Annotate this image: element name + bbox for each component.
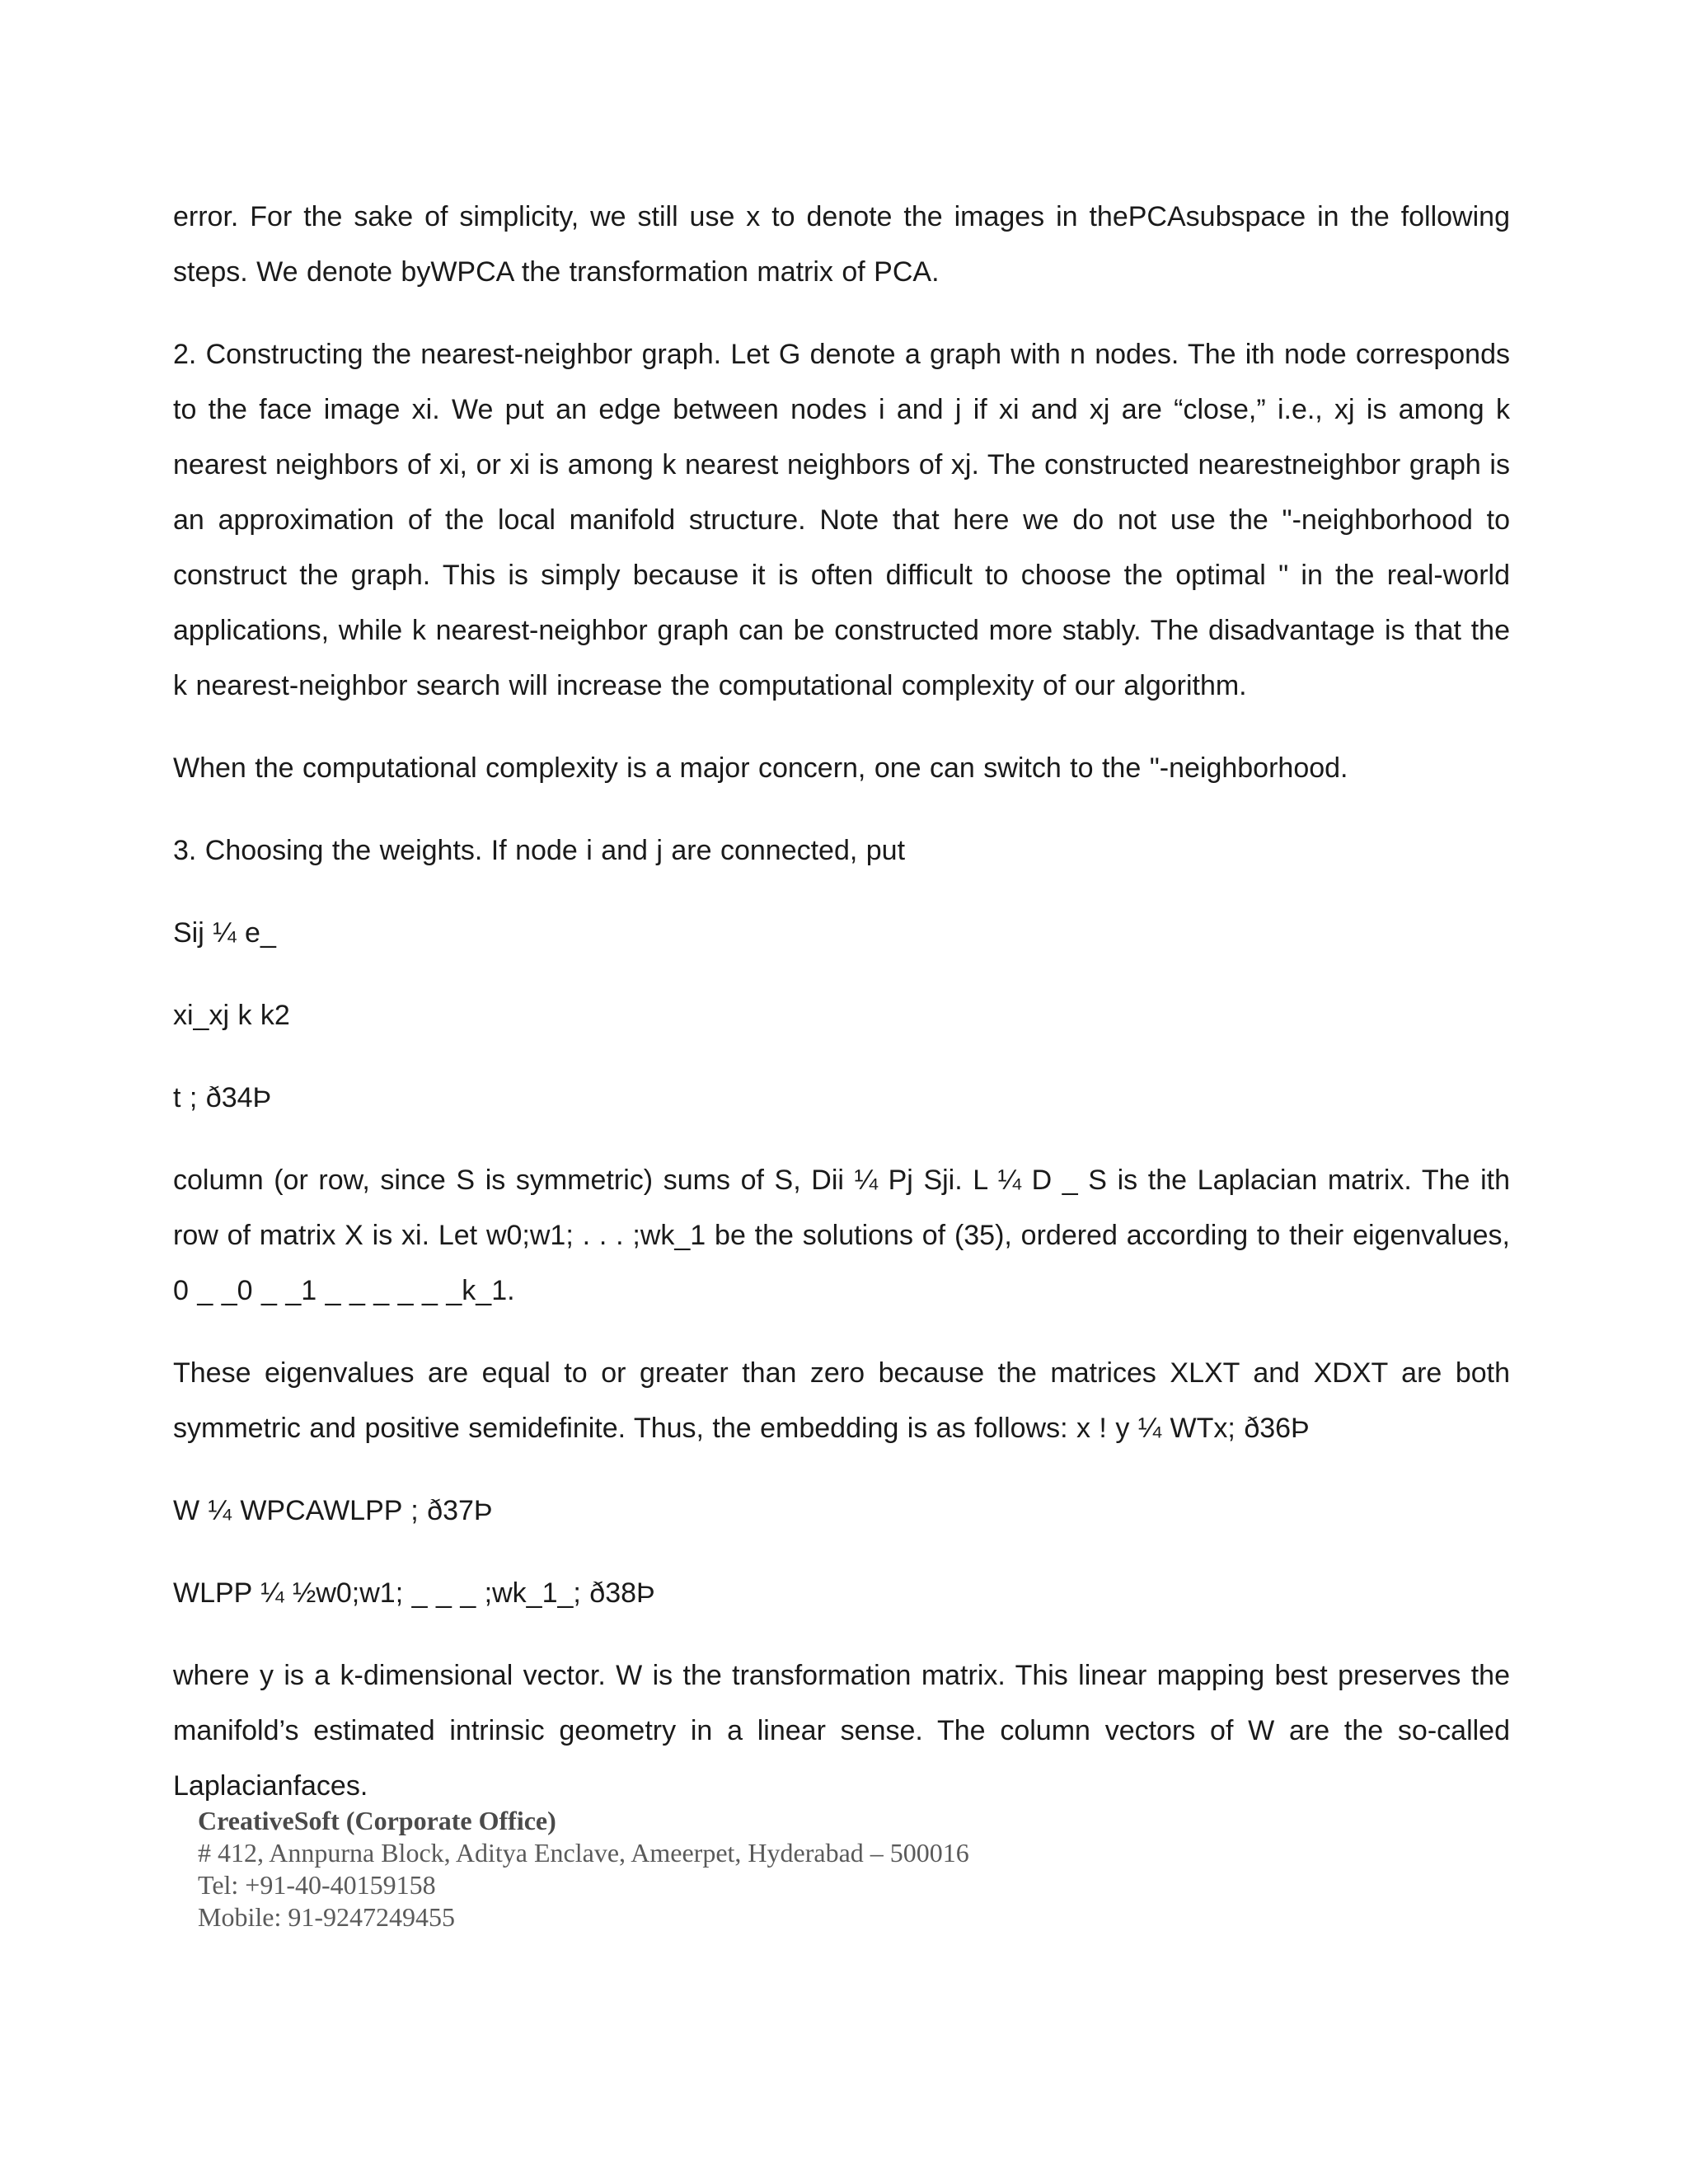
equation-line-38: WLPP ¼ ½w0;w1; _ _ _ ;wk_1_; ð38Þ [173, 1577, 655, 1609]
footer-telephone: Tel: +91-40-40159158 [198, 1870, 436, 1900]
document-body [173, 190, 1510, 1814]
equation-line-37: W ¼ WPCAWLPP ; ð37Þ [173, 1495, 493, 1526]
paragraph-nearest-neighbor-graph: 2. Constructing the nearest-neighbor graph. Let G denote a graph with n nodes. The ith node corresponds to the face image xi. We put an edge between nodes i and j if xi and xj are “close,” i.e., xj is among k nearest neighbors of xi, or xi is among k nearest neighbors of xj. The constructed nearestneighbor graph is an approximation of the local manifold structure. Note that here we do not use the "-neighborhood to construct the graph. This is simply because it is often difficult to choose the optimal " in the real-world applications, while k nearest-neighbor graph can be constructed more stably. The disadvantage is that the k nearest-neighbor search will increase the computational complexity of our algorithm. [173, 339, 1510, 701]
paragraph-eigenvalues: These eigenvalues are equal to or greater than zero because the matrices XLXT and XDXT are both symmetric and positive semidefinite. Thus, the embedding is as follows: x ! y ¼ WTx; ð36Þ [173, 1357, 1510, 1444]
paragraph-choosing-weights: 3. Choosing the weights. If node i and j are connected, put [173, 835, 906, 866]
paragraph-laplacianfaces: where y is a k-dimensional vector. W is the transformation matrix. This linear mapping best preserves the manifold’s estimated intrinsic geometry in a linear sense. The column vectors of W are the so-called Laplacianfaces. [173, 1660, 1510, 1802]
paragraph-pca-note: error. For the sake of simplicity, we still use x to denote the images in thePCAsubspace in the following steps. We denote byWPCA the transformation matrix of PCA. [173, 201, 1510, 288]
equation-line-norm: xi_xj k k2 [173, 1000, 290, 1031]
footer-address: # 412, Annpurna Block, Aditya Enclave, Ameerpet, Hyderabad – 500016 [198, 1838, 969, 1868]
company-footer [198, 1805, 969, 1933]
paragraph-laplacian-matrix: column (or row, since S is symmetric) sums of S, Dii ¼ Pj Sji. L ¼ D _ S is the Laplacian matrix. The ith row of matrix X is xi. Let w0;w1; . . . ;wk_1 be the solutions of (35), ordered according to their eigenvalues, 0 _ _0 _ _1 _ _ _ _ _ _k_1. [173, 1165, 1510, 1306]
equation-line-sij: Sij ¼ e_ [173, 917, 276, 949]
equation-line-34: t ; ð34Þ [173, 1082, 272, 1113]
paragraph-complexity-note: When the computational complexity is a major concern, one can switch to the "-neighborhood. [173, 752, 1348, 784]
footer-mobile: Mobile: 91-9247249455 [198, 1902, 455, 1932]
footer-company-name: CreativeSoft (Corporate Office) [198, 1806, 556, 1835]
